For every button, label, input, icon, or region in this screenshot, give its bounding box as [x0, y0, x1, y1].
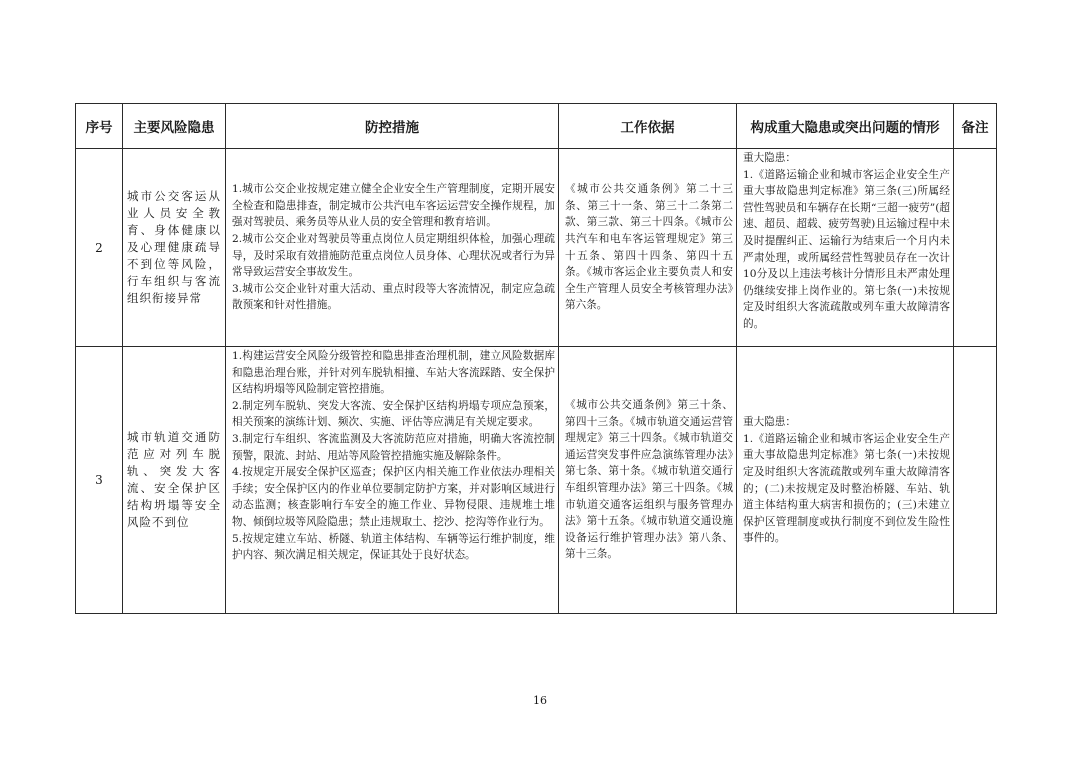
measure-item: 1.构建运营安全风险分级管控和隐患排查治理机制，建立风险数据库和隐患治理台账，并针对列车脱轨相撞、车站大客流踩踏、安全保护区结构坍塌等风险制定管控措施。 — [232, 350, 555, 396]
measures-cell — [226, 149, 559, 347]
risk-cell — [123, 347, 226, 614]
measure-item: 5.按规定建立车站、桥隧、轨道主体结构、车辆等运行维护制度，维护内容、频次满足相关规定，保证其处于良好状态。 — [232, 532, 555, 562]
conditions-text: 1.《道路运输企业和城市客运企业安全生产重大事故隐患判定标准》第七条(一)未按规定及时组织大客流疏散或列车重大故障清客的；(二)未按规定及时整治桥隧、车站、轨道主体结构重大病害和损伤的；(三)未建立保护区管理制度或执行制度不到位发生险性事件的。 — [743, 432, 950, 545]
table-row — [76, 149, 997, 347]
measure-item: 2.城市公交企业对驾驶员等重点岗位人员定期组织体检，加强心理疏导，及时采取有效措施防范重点岗位人员身体、心理状况或者行为异常导致运营安全事故发生。 — [232, 232, 555, 279]
risk-text: 城市轨道交通防范应对列车脱轨、突发大客流、安全保护区结构坍塌等安全风险不到位 — [127, 430, 221, 529]
row-number: 3 — [76, 347, 123, 614]
basis-cell — [559, 149, 737, 347]
measure-item: 3.制定行车组织、客流监测及大客流防范应对措施，明确大客流控制预警，限流、封站、甩站等风险管控措施实施及解除条件。 — [232, 432, 555, 462]
header-risk: 主要风险隐患 — [123, 104, 226, 149]
basis-cell — [559, 347, 737, 614]
note-cell — [954, 149, 997, 347]
basis-text: 《城市公共交通条例》第二十三条、第三十一条、第三十二条第二款、第三款、第三十四条。《城市公共汽车和电车客运管理规定》第三十五条、第四十四条、第四十五条。《城市客运企业主要负责人和安全生产管理人员安全考核管理办法》第六条。 — [565, 183, 733, 312]
measure-item: 3.城市公交企业针对重大活动、重点时段等大客流情况，制定应急疏散预案和针对性措施。 — [232, 282, 555, 312]
header-conditions: 构成重大隐患或突出问题的情形 — [737, 104, 954, 149]
header-no: 序号 — [76, 104, 123, 149]
table-row — [76, 347, 997, 614]
measure-item: 2.制定列车脱轨、突发大客流、安全保护区结构坍塌专项应急预案，相关预案的演练计划、频次、实施、评估等应满足有关规定要求。 — [232, 399, 555, 429]
measure-item: 4.按规定开展安全保护区巡查；保护区内相关施工作业依法办理相关手续；安全保护区内的作业单位要制定防护方案，并对影响区域进行动态监测；核查影响行车安全的施工作业、异物侵限、违规堆土堆物、倾倒垃圾等风险隐患；禁止违规取土、挖沙、挖沟等作业行为。 — [232, 466, 555, 528]
table-header-row — [76, 104, 997, 149]
measures-cell — [226, 347, 559, 614]
conditions-text: 1.《道路运输企业和城市客运企业安全生产重大事故隐患判定标准》第三条(三)所属经营性驾驶员和车辆存在长期“三超一疲劳”(超速、超员、超载、疲劳驾驶)且运输过程中未及时提醒纠正、运输行为结束后一个月内未严肃处理，或所属经营性驾驶员存在一次计10分及以上违法考核计分情形且未严肃处理仍继续安排上岗作业的。第七条(一)未按规定及时组织大客流疏散或列车重大故障清客的。 — [743, 168, 950, 330]
conditions-cell — [737, 347, 954, 614]
measure-item: 1.城市公交企业按规定建立健全企业安全生产管理制度，定期开展安全检查和隐患排查，制定城市公共汽电车客运运营安全操作规程，加强对驾驶员、乘务员等从业人员的安全管理和教育培训。 — [232, 183, 555, 229]
risk-text: 城市公交客运从业人员安全教育、身体健康以及心理健康疏导不到位等风险，行车组织与客流组织衔接异常 — [127, 189, 221, 305]
row-number: 2 — [76, 149, 123, 347]
conditions-heading: 重大隐患： — [743, 416, 796, 429]
conditions-heading: 重大隐患： — [743, 152, 796, 164]
note-cell — [954, 347, 997, 614]
conditions-cell — [737, 149, 954, 347]
header-note: 备注 — [954, 104, 997, 149]
risk-table — [75, 103, 997, 614]
header-measures: 防控措施 — [226, 104, 559, 149]
page-number: 16 — [533, 694, 547, 707]
header-basis: 工作依据 — [559, 104, 737, 149]
basis-text: 《城市公共交通条例》第三十条、第四十三条。《城市轨道交通运营管理规定》第三十四条。《城市轨道交通运营突发事件应急演练管理办法》第七条、第十条。《城市轨道交通行车组织管理办法》第三十四条。《城市轨道交通客运组织与服务管理办法》第十五条。《城市轨道交通设施设备运行维护管理办法》第八条、第十三条。 — [565, 399, 733, 561]
risk-cell — [123, 149, 226, 347]
